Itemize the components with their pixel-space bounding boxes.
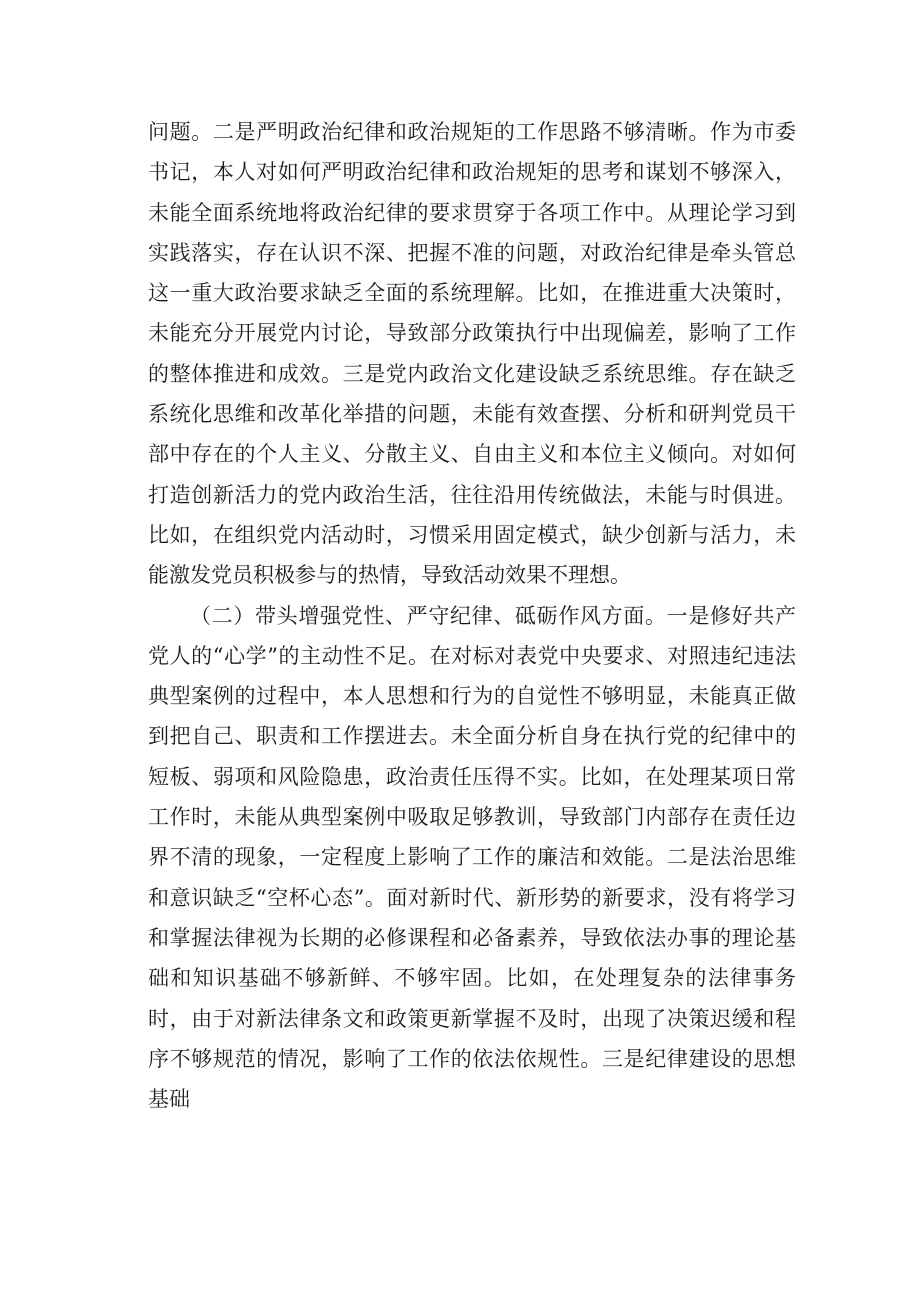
- paragraph-1: 问题。二是严明政治纪律和政治规矩的工作思路不够清晰。作为市委书记，本人对如何严明政治纪律和政治规矩的思考和谋划不够深入，未能全面系统地将政治纪律的要求贯穿于各项工作中。从理论学习到实践落实，存在认识不深、把握不准的问题，对政治纪律是牵头管总这一重大政治要求缺乏全面的系统理解。比如，在推进重大决策时，未能充分开展党内讨论，导致部分政策执行中出现偏差，影响了工作的整体推进和成效。三是党内政治文化建设缺乏系统思维。存在缺乏系统化思维和改革化举措的问题，未能有效查摆、分析和研判党员干部中存在的个人主义、分散主义、自由主义和本位主义倾向。对如何打造创新活力的党内政治生活，往往沿用传统做法，未能与时俱进。比如，在组织党内活动时，习惯采用固定模式，缺少创新与活力，未能激发党员积极参与的热情，导致活动效果不理想。: [148, 120, 796, 588]
- document-body: [148, 112, 796, 1119]
- paragraph-2: （二）带头增强党性、严守纪律、砥砺作风方面。一是修好共产党人的“心学”的主动性不足。在对标对表党中央要求、对照违纪违法典型案例的过程中，本人思想和行为的自觉性不够明显，未能真正做到把自己、职责和工作摆进去。未全面分析自身在执行党的纪律中的短板、弱项和风险隐患，政治责任压得不实。比如，在处理某项日常工作时，未能从典型案例中吸取足够教训，导致部门内部存在责任边界不清的现象，一定程度上影响了工作的廉洁和效能。二是法治思维和意识缺乏“空杯心态”。面对新时代、新形势的新要求，没有将学习和掌握法律视为长期的必修课程和必备素养，导致依法办事的理论基础和知识基础不够新鲜、不够牢固。比如，在处理复杂的法律事务时，由于对新法律条文和政策更新掌握不及时，出现了决策迟缓和程序不够规范的情况，影响了工作的依法依规性。三是纪律建设的思想基础: [148, 603, 796, 1112]
